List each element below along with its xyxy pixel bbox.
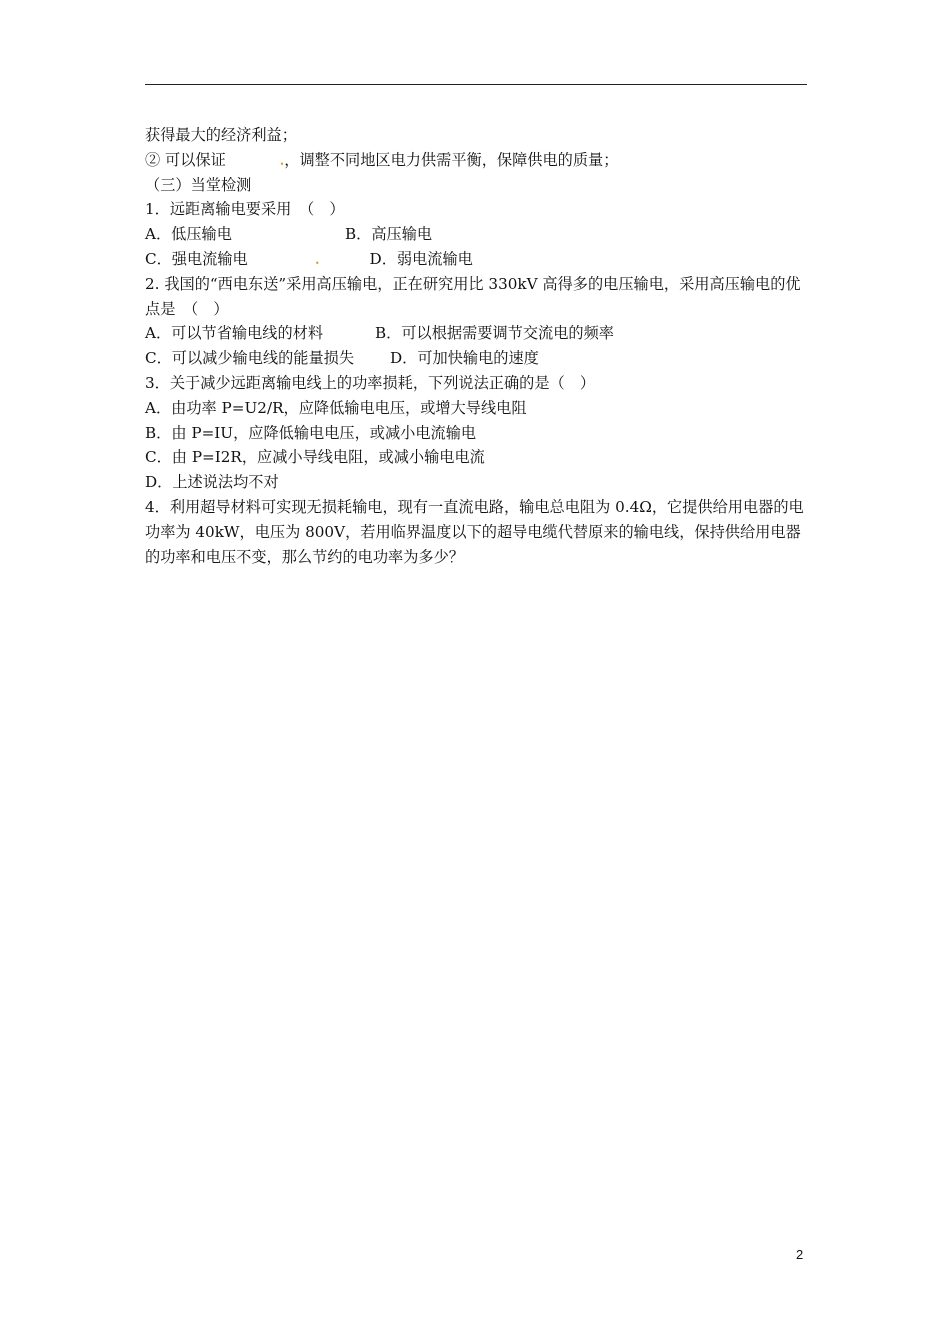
- option-row: [145, 222, 807, 247]
- question-1: 1．远距离输电要采用 （ ）: [145, 200, 345, 219]
- section-heading: （三）当堂检测: [145, 175, 252, 194]
- question-3: 3．关于减少远距离输电线上的功率损耗，下列说法正确的是（ ）: [145, 373, 596, 392]
- question-2: 2. 我国的“西电东送”采用高压输电，正在研究用比 330kV 高得多的电压输电，采用高压输电的优点是 （ ）: [145, 274, 801, 318]
- edit-mark: .: [279, 153, 285, 169]
- text-line: 获得最大的经济利益；: [145, 126, 297, 144]
- question-4: 4．利用超导材料可实现无损耗输电，现有一直流电路，输电总电阻为 0.4Ω，它提供给用电器的电功率为 40kW，电压为 800V，若用临界温度以下的超导电缆代替原来的输电线，保持供给用电器的功率和电压不变，那么节约的电功率为多少？: [145, 497, 804, 566]
- text-segment: ② 可以保证: [145, 150, 226, 169]
- page-number: 2: [796, 1247, 804, 1262]
- text-segment: ，调整不同地区电力供需平衡，保障供电的质量；: [284, 150, 619, 169]
- document-body: [145, 123, 807, 569]
- option-row: [145, 247, 807, 272]
- option-c: C．可以减少输电线的能量损失: [145, 349, 355, 368]
- option-b: B．高压输电: [345, 225, 433, 244]
- text-line: [145, 148, 807, 173]
- option-a: A．由功率 P=U2/R，应降低输电电压，或增大导线电阻: [145, 398, 527, 417]
- option-b: B．可以根据需要调节交流电的频率: [375, 324, 614, 343]
- option-row: [145, 346, 807, 371]
- edit-mark: .: [315, 252, 320, 268]
- option-c: C．由 P=I2R，应减小导线电阻，或减小输电电流: [145, 448, 485, 467]
- header-rule: [145, 84, 807, 85]
- option-d: D．可加快输电的速度: [390, 349, 539, 368]
- option-c: C．强电流输电: [145, 249, 248, 268]
- option-b: B．由 P=IU，应降低输电电压，或减小电流输电: [145, 423, 477, 442]
- option-d: D．上述说法均不对: [145, 473, 279, 492]
- option-a: A．可以节省输电线的材料: [145, 324, 324, 343]
- option-d: D．弱电流输电: [369, 249, 473, 268]
- option-row: [145, 321, 807, 346]
- option-a: A．低压输电: [145, 225, 232, 244]
